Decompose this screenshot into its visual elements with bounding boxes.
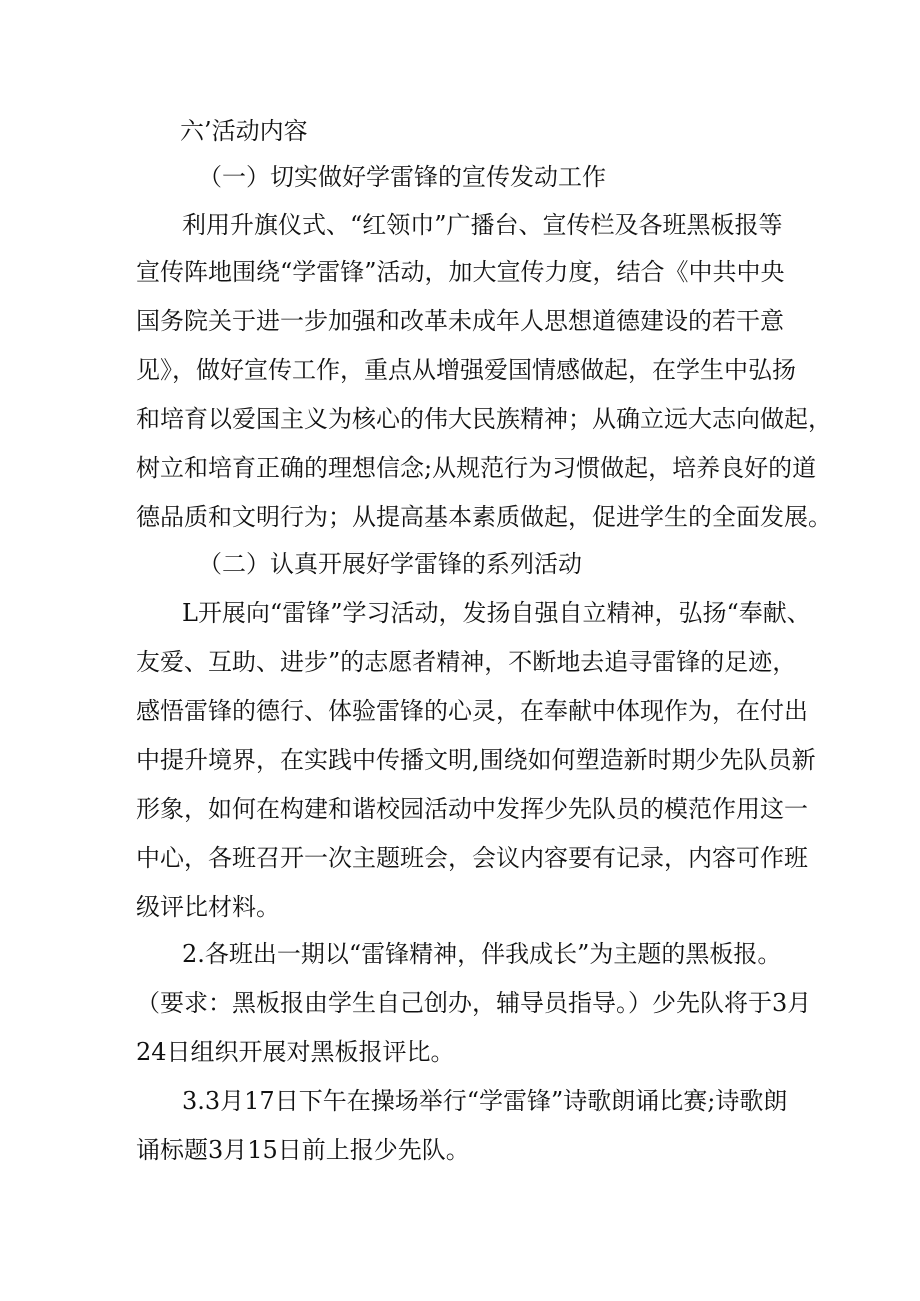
section-title: 六’活动内容 bbox=[180, 117, 308, 145]
paragraph-1-line: 树立和培育正确的理想信念;从规范行为习惯做起，培养良好的道 bbox=[136, 454, 817, 482]
item-1-line: 感悟雷锋的德行、体验雷锋的心灵，在奉献中体现作为，在付出 bbox=[136, 697, 808, 725]
item-1-line: L开展向“雷锋”学习活动，发扬自强自立精神，弘扬“奉献、 bbox=[182, 599, 811, 627]
item-1-line: 中心，各班召开一次主题班会，会议内容要有记录，内容可作班 bbox=[136, 844, 808, 872]
item-2-line: （要求：黑板报由学生自己创办，辅导员指导。）少先队将于3月 bbox=[136, 989, 812, 1017]
item-2-line: 24日组织开展对黑板报评比。 bbox=[136, 1038, 455, 1066]
paragraph-1-line: 国务院关于进一步加强和改革未成年人思想道德建设的若干意 bbox=[136, 307, 784, 335]
subsection-heading-1: （一）切实做好学雷锋的宣传发动工作 bbox=[198, 163, 606, 191]
item-1-line: 友爱、互助、进步”的志愿者精神，不断地去追寻雷锋的足迹， bbox=[136, 648, 797, 676]
paragraph-1-line: 利用升旗仪式、“红领巾”广播台、宣传栏及各班黑板报等 bbox=[182, 211, 783, 239]
subsection-heading-2: （二）认真开展好学雷锋的系列活动 bbox=[198, 550, 582, 578]
paragraph-1-line: 和培育以爱国主义为核心的伟大民族精神；从确立远大志向做起， bbox=[136, 405, 832, 433]
item-1-line: 形象，如何在构建和谐校园活动中发挥少先队员的模范作用这一 bbox=[136, 795, 808, 823]
paragraph-1-line: 德品质和文明行为；从提高基本素质做起，促进学生的全面发展。 bbox=[136, 503, 832, 531]
paragraph-1-line: 见》，做好宣传工作，重点从增强爱国情感做起，在学生中弘扬 bbox=[136, 356, 796, 384]
item-1-line: 中提升境界，在实践中传播文明,围绕如何塑造新时期少先队员新 bbox=[136, 746, 816, 774]
item-3-line: 诵标题3月15日前上报少先队。 bbox=[136, 1136, 470, 1164]
paragraph-1-line: 宣传阵地围绕“学雷锋”活动，加大宣传力度，结合《中共中央 bbox=[136, 258, 785, 286]
item-1-line: 级评比材料。 bbox=[136, 893, 280, 921]
item-3-line: 3.3月17日下午在操场举行“学雷锋”诗歌朗诵比赛;诗歌朗 bbox=[182, 1087, 788, 1115]
item-2-line: 2.各班出一期以“雷锋精神，伴我成长”为主题的黑板报。 bbox=[182, 940, 782, 968]
